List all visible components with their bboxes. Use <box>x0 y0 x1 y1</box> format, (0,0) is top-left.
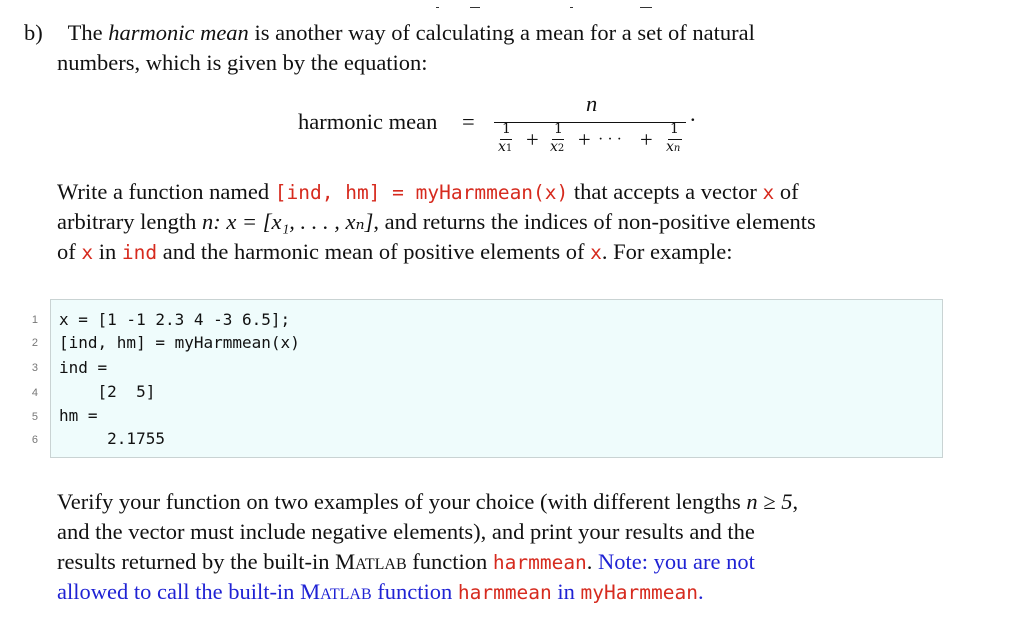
matlab-name-2: Matlab <box>300 579 372 604</box>
harmonic-mean-formula <box>298 91 718 165</box>
plus-3: + <box>640 127 653 152</box>
formula-period: . <box>690 101 696 126</box>
formula-denominator <box>496 121 688 161</box>
task-text-4: arbitrary length <box>57 209 202 234</box>
verify-text-4: function <box>406 549 493 574</box>
code-line: x = [1 -1 2.3 4 -3 6.5]; <box>59 310 291 329</box>
cropped-glyph-fragments <box>0 7 1024 8</box>
note-text-2: allowed to call the built-in <box>57 579 301 604</box>
task-line-1 <box>57 177 957 208</box>
line-number: 4 <box>31 387 38 399</box>
question-label: b) <box>24 20 43 45</box>
var-x: x <box>762 181 775 204</box>
task-text-6: of <box>57 239 82 264</box>
denom-one-n: 1 <box>670 121 679 137</box>
line-number: 3 <box>31 362 38 374</box>
task-text-9: . For example: <box>601 239 733 264</box>
task-line-2 <box>57 207 957 237</box>
code-line: 2.1755 <box>59 429 165 448</box>
note-text-5: . <box>697 579 704 604</box>
verify-text-5: . <box>586 549 599 574</box>
matlab-name: Matlab <box>335 549 407 574</box>
code-harmmean: harmmean <box>492 551 587 574</box>
var-x-2: x <box>81 241 94 264</box>
note-text-4: in <box>551 579 581 604</box>
code-listing <box>50 299 943 458</box>
task-text-2: that accepts a vector <box>568 179 763 204</box>
denom-x2: x2 <box>550 139 565 155</box>
vector-def-math: n: x = [x₁, . . . , xₙ] <box>201 209 374 234</box>
line-number: 1 <box>31 314 38 326</box>
term-harmonic-mean: harmonic mean <box>108 20 249 45</box>
verify-line-1 <box>57 487 977 517</box>
ellipsis-dots: · · · <box>598 131 622 148</box>
var-x-3: x <box>590 241 602 264</box>
var-ind: ind <box>121 241 158 264</box>
plus-2: + <box>578 127 591 152</box>
code-line: [2 5] <box>59 382 156 401</box>
verify-text-2: , <box>792 489 799 514</box>
verify-text-3: results returned by the built-in <box>57 549 336 574</box>
task-text-1: Write a function named <box>57 179 275 204</box>
denom-xn: xn <box>666 139 681 155</box>
note-text-1: Note: you are not <box>598 549 755 574</box>
intro-text-pre: The <box>67 20 109 45</box>
formula-lhs: harmonic mean <box>298 109 438 134</box>
cropped-top-text <box>0 0 1024 8</box>
verify-line-2: and the vector must include negative elements), and print your results and the <box>57 519 755 544</box>
length-constraint-math: n ≥ 5 <box>746 489 793 514</box>
line-number: 5 <box>31 411 38 423</box>
code-line: ind = <box>59 358 108 377</box>
plus-1: + <box>526 127 539 152</box>
intro-paragraph <box>24 18 984 48</box>
code-line: hm = <box>59 406 98 425</box>
line-number: 2 <box>31 337 38 349</box>
task-text-5: , and returns the indices of non-positive elements <box>373 209 816 234</box>
code-harmmean-2: harmmean <box>457 581 552 604</box>
denom-one-2: 1 <box>554 121 563 137</box>
intro-text-post: is another way of calculating a mean for a set of natural <box>248 20 755 45</box>
verify-line-4 <box>57 577 977 608</box>
task-text-7: in <box>93 239 122 264</box>
formula-numerator: n <box>586 91 598 116</box>
intro-line-2: numbers, which is given by the equation: <box>57 50 428 75</box>
task-text-8: and the harmonic mean of positive elements of <box>157 239 591 264</box>
task-text-3: of <box>774 179 799 204</box>
task-line-3 <box>57 237 957 268</box>
line-number: 6 <box>31 434 38 446</box>
verify-line-3 <box>57 547 977 578</box>
code-line: [ind, hm] = myHarmmean(x) <box>59 333 300 352</box>
denom-one-1: 1 <box>502 121 511 137</box>
formula-equals: = <box>462 109 475 134</box>
verify-text-1: Verify your function on two examples of your choice (with different lengths <box>57 489 747 514</box>
note-text-3: function <box>371 579 458 604</box>
code-myharmmean: myHarmmean <box>580 581 698 604</box>
function-signature: [ind, hm] = myHarmmean(x) <box>274 181 569 204</box>
denom-x1: x1 <box>498 139 513 155</box>
